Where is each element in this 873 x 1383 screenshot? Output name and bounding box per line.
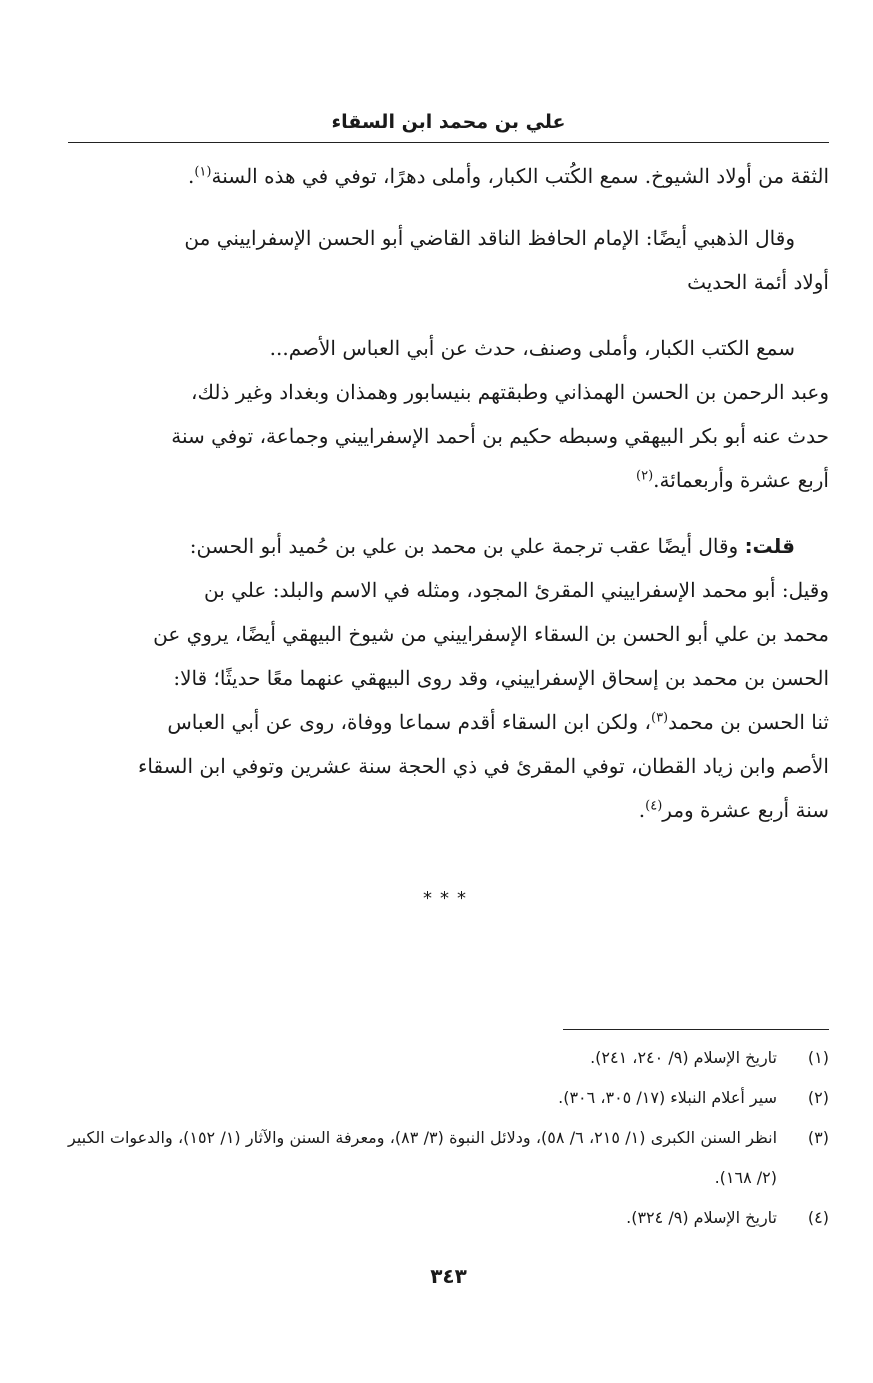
footnote-number: (١)	[807, 1048, 829, 1067]
line-text: سنة أربع عشرة ومر	[662, 798, 829, 822]
footnote-ref-1[interactable]: (١)	[194, 164, 212, 180]
line-text: ثنا الحسن بن محمد	[668, 710, 829, 734]
footnote-ref-2[interactable]: (٢)	[636, 468, 654, 484]
paragraph-4	[68, 524, 829, 832]
paragraph-4-line-3: محمد بن علي أبو الحسن بن السقاء الإسفراييني من شيوخ البيهقي أيضًا، يروي عن	[153, 622, 829, 646]
footnote-3	[68, 1118, 829, 1198]
paragraph-3	[68, 326, 829, 502]
paragraph-2-line-2: أولاد أئمة الحديث	[687, 270, 829, 294]
line-text: الثقة من أولاد الشيوخ. سمع الكُتب الكبار، وأملى دهرًا، توفي في هذه السنة	[211, 164, 829, 188]
footnote-ref-3[interactable]: (٣)	[650, 710, 669, 726]
running-title: علي بن محمد ابن السقاء	[331, 111, 566, 133]
line-text: أربع عشرة وأربعمائة.	[653, 468, 829, 492]
paragraph-4-line-7	[639, 798, 829, 822]
header-rule	[68, 142, 829, 143]
main-text	[68, 154, 829, 832]
line-tail: .	[638, 798, 646, 822]
paragraph-4-line-6: الأصم وابن زياد القطان، توفي المقرئ في ذي الحجة سنة عشرين وتوفي ابن السقاء	[137, 754, 829, 778]
paragraph-3-line-3: حدث عنه أبو بكر البيهقي وسبطه حكيم بن أحمد الإسفراييني وجماعة، توفي سنة	[171, 424, 829, 448]
footnote-1	[68, 1038, 829, 1078]
footnote-number: (٣)	[807, 1128, 829, 1147]
footnote-rule	[563, 1029, 829, 1030]
footnote-number: (٤)	[807, 1208, 829, 1227]
line-text: وقال أيضًا عقب ترجمة علي بن محمد بن علي بن حُميد أبو الحسن:	[189, 534, 745, 558]
footnote-ref-4[interactable]: (٤)	[645, 798, 663, 814]
paragraph-4-line-2: وقيل: أبو محمد الإسفراييني المقرئ المجود، ومثله في الاسم والبلد: علي بن	[203, 578, 829, 602]
paragraph-4-line-4: الحسن بن محمد بن إسحاق الإسفراييني، وقد روى البيهقي عنهما معًا حديثًا؛ قالا:	[173, 666, 829, 690]
footnote-text: انظر السنن الكبرى (١/ ٢١٥، ٦/ ٥٨)، ودلائل النبوة (٣/ ٨٣)، ومعرفة السنن والآثار (١/ ١٥٢)، والدعوات الكبير (٢/ ١٦٨).	[68, 1128, 778, 1187]
footnote-4	[68, 1198, 829, 1238]
section-separator: ***	[423, 888, 474, 909]
paragraph-4-line-5	[167, 710, 829, 734]
paragraph-4-line-1	[190, 534, 795, 558]
paragraph-3-line-2: وعبد الرحمن بن الحسن الهمذاني وطبقتهم بنيسابور وهمذان وبغداد وغير ذلك،	[191, 380, 829, 404]
qult-lead: قلت:	[744, 534, 795, 558]
paragraph-1	[68, 154, 829, 198]
page-number: ٣٤٣	[430, 1264, 467, 1288]
paragraph-2-line-1: وقال الذهبي أيضًا: الإمام الحافظ الناقد القاضي أبو الحسن الإسفراييني من	[184, 226, 795, 250]
footnote-text: سير أعلام النبلاء (١٧/ ٣٠٥، ٣٠٦).	[558, 1088, 777, 1107]
line-tail: .	[187, 164, 195, 188]
footnote-number: (٢)	[807, 1088, 829, 1107]
paragraph-1-line-1	[188, 164, 829, 188]
line-tail: ، ولكن ابن السقاء أقدم سماعا ووفاة، روى عن أبي العباس	[167, 710, 651, 734]
paragraph-3-line-1: سمع الكتب الكبار، وأملى وصنف، حدث عن أبي العباس الأصم...	[269, 336, 795, 360]
paragraph-2	[68, 216, 829, 304]
footnote-text: تاريخ الإسلام (٩/ ٣٢٤).	[626, 1208, 777, 1227]
paragraph-3-line-4	[636, 468, 829, 492]
footnotes	[68, 1038, 829, 1238]
footnote-text: تاريخ الإسلام (٩/ ٢٤٠، ٢٤١).	[590, 1048, 777, 1067]
footnote-2	[68, 1078, 829, 1118]
